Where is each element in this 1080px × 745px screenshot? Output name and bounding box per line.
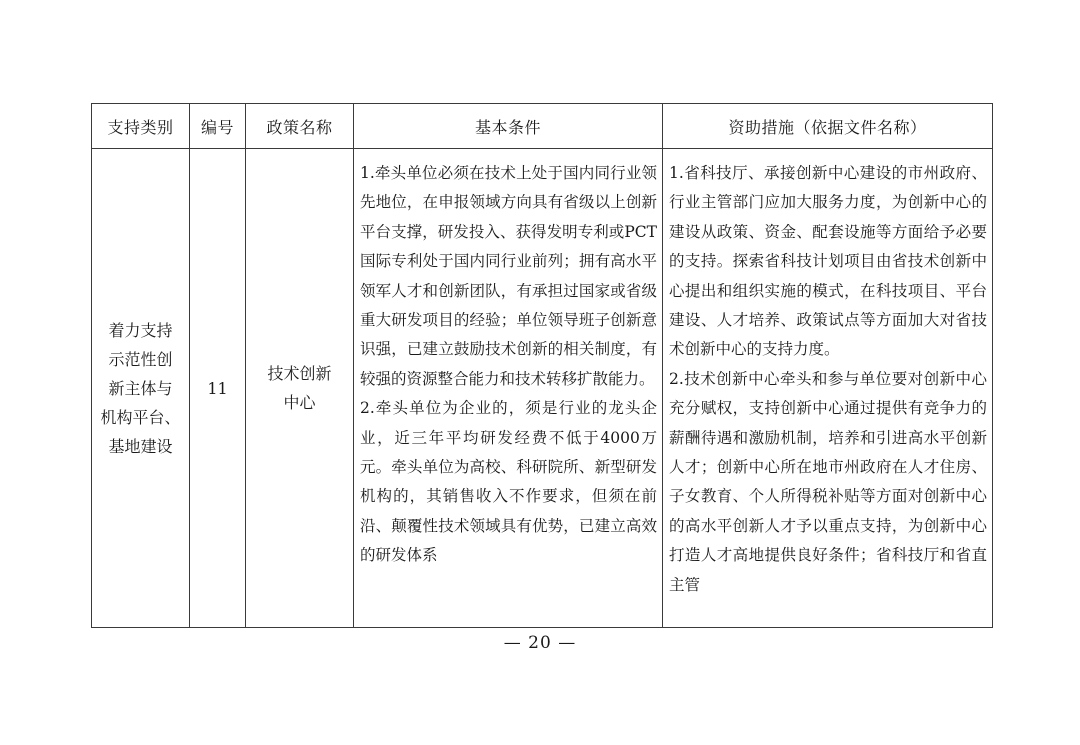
measure-paragraph-2: 2.技术创新中心牵头和参与单位要对创新中心充分赋权，支持创新中心通过提供有竞争力的薪酬待遇和激励机制，培养和引进高水平创新人才；创新中心所在地市州政府在人才住房、子女教育、个人所得税补贴等方面对创新中心的高水平创新人才予以重点支持，为创新中心打造人才高地提供良好条件；省科技厅和省直主管 <box>669 369 987 594</box>
table-row <box>92 149 993 628</box>
page-number: — 20 — <box>503 633 577 653</box>
policy-name-cell <box>246 149 354 628</box>
category-line: 基地建设 <box>108 436 173 456</box>
measure-paragraph-1: 1.省科技厅、承接创新中心建设的市州政府、行业主管部门应加大服务力度，为创新中心的建设从政策、资金、配套设施等方面给予必要的支持。探索省科技计划项目由省技术创新中心提出和组织实施的模式，在科技项目、平台建设、人才培养、政策试点等方面加大对省技术创新中心的支持力度。 <box>669 164 987 359</box>
header-category: 支持类别 <box>92 104 190 149</box>
category-line: 示范性创 <box>108 349 173 369</box>
condition-paragraph-1: 1.牵头单位必须在技术上处于国内同行业领先地位，在申报领域方向具有省级以上创新平台支撑，研发投入、获得发明专利或PCT国际专利处于国内同行业前列；拥有高水平领军人才和创新团队，有承担过国家或省级重大研发项目的经验；单位领导班子创新意识强，已建立鼓励技术创新的相关制度，有较强的资源整合能力和技术转移扩散能力。 <box>360 164 657 388</box>
header-measures: 资助措施（依据文件名称） <box>663 104 993 149</box>
category-cell <box>92 149 190 628</box>
policy-name-line: 中心 <box>283 393 316 412</box>
header-number: 编号 <box>190 104 246 149</box>
measures-cell <box>663 149 993 628</box>
header-policy-name: 政策名称 <box>246 104 354 149</box>
number-cell: 11 <box>190 149 246 628</box>
category-line: 新主体与 <box>108 378 173 398</box>
condition-paragraph-2: 2.牵头单位为企业的，须是行业的龙头企业，近三年平均研发经费不低于4000万元。牵头单位为高校、科研院所、新型研发机构的，其销售收入不作要求，但须在前沿、颠覆性技术领域具有优势，已建立高效的研发体系 <box>360 399 657 565</box>
conditions-cell <box>354 149 663 628</box>
category-line: 机构平台、 <box>100 407 181 427</box>
category-line: 着力支持 <box>108 320 173 340</box>
policy-table <box>91 103 993 628</box>
table-header-row <box>92 104 993 149</box>
header-conditions: 基本条件 <box>354 104 663 149</box>
policy-name-line: 技术创新 <box>267 364 332 383</box>
